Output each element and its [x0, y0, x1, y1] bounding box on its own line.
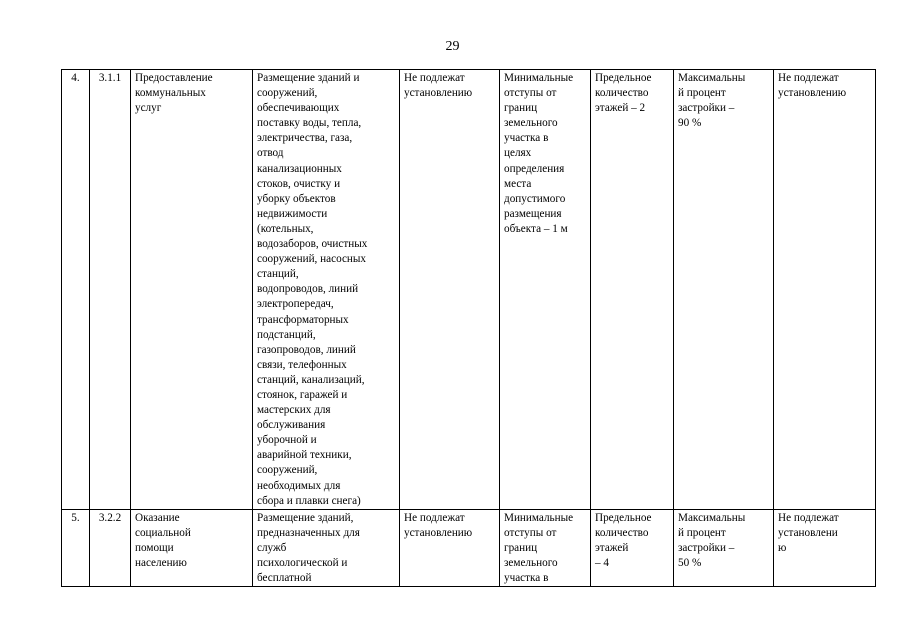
cell-text-line: объекта – 1 м	[504, 222, 568, 235]
cell-text-line: отвод	[257, 147, 284, 160]
cell-text-line: количество	[595, 526, 649, 539]
coverage-cell	[674, 509, 774, 586]
cell-text-line: Минимальные	[504, 511, 574, 524]
cell-text-line: – 4	[595, 557, 609, 569]
use-code-cell: 3.2.2	[90, 509, 131, 586]
use-code-cell: 3.1.1	[90, 70, 131, 510]
cell-text-line: целях	[504, 147, 532, 160]
cell-text-line: сооружений,	[257, 87, 318, 100]
cell-text-line: Размещение зданий,	[257, 511, 354, 524]
other-params-cell	[774, 509, 876, 586]
cell-text-line: обслуживания	[257, 419, 326, 432]
cell-text-line: определения	[504, 162, 565, 175]
cell-text-line: земельного	[504, 557, 558, 569]
table-row	[62, 509, 876, 586]
cell-text-line: этажей	[595, 541, 629, 554]
cell-text-line: застройки –	[678, 541, 735, 554]
cell-text-line: й процент	[678, 526, 726, 539]
cell-text-line: сбора и плавки снега)	[257, 494, 361, 507]
use-name-cell	[131, 70, 253, 510]
cell-text-line: й процент	[678, 87, 726, 100]
cell-text-line: Не подлежат	[404, 511, 465, 524]
cell-text-line: станций, канализаций,	[257, 373, 365, 386]
use-description-cell	[253, 509, 400, 586]
plot-area-cell	[400, 70, 500, 510]
cell-text-line: участка в	[504, 572, 549, 585]
cell-text-line: сооружений,	[257, 464, 318, 477]
cell-text-line: Предоставление	[135, 72, 213, 84]
plot-area-cell	[400, 509, 500, 586]
cell-text-line: аварийной техники,	[257, 449, 352, 462]
other-params-cell	[774, 70, 876, 510]
cell-text-line: трансформаторных	[257, 313, 349, 326]
cell-text-line: (котельных,	[257, 222, 314, 235]
cell-text-line: 90 %	[678, 117, 702, 130]
cell-text-line: предназначенных для	[257, 526, 360, 539]
table-row	[62, 70, 876, 510]
cell-text-line: необходимых для	[257, 479, 341, 492]
cell-text-line: установлени	[778, 526, 838, 539]
cell-text-line: Не подлежат	[778, 72, 839, 84]
cell-text-line: этажей – 2	[595, 102, 646, 115]
cell-text-line: водопроводов, линий	[257, 283, 359, 296]
cell-text-line: связи, телефонных	[257, 358, 347, 371]
cell-text-line: уборку объектов	[257, 192, 336, 205]
cell-text-line: отступы от	[504, 526, 557, 539]
cell-text-line: электропередач,	[257, 298, 334, 311]
cell-text-line: служб	[257, 541, 287, 554]
cell-text-line: границ	[504, 102, 538, 115]
cell-text-line: поставку воды, тепла,	[257, 117, 362, 130]
cell-text-line: коммунальных	[135, 87, 206, 100]
cell-text-line: места	[504, 177, 532, 190]
cell-text-line: населению	[135, 557, 187, 569]
cell-text-line: водозаборов, очистных	[257, 238, 368, 251]
row-number-cell: 5.	[62, 509, 90, 586]
floors-limit-cell	[591, 509, 674, 586]
cell-text-line: газопроводов, линий	[257, 343, 356, 356]
cell-text-line: бесплатной	[257, 572, 312, 585]
cell-text-line: отступы от	[504, 87, 557, 100]
cell-text-line: канализационных	[257, 162, 342, 175]
cell-text-line: стоянок, гаражей и	[257, 388, 348, 401]
cell-text-line: Не подлежат	[778, 511, 839, 524]
cell-text-line: станций,	[257, 268, 299, 281]
cell-text-line: ю	[778, 541, 787, 554]
cell-text-line: Минимальные	[504, 72, 574, 84]
cell-text-line: Максимальны	[678, 511, 746, 524]
zoning-regulations-table	[61, 69, 876, 587]
cell-text-line: услуг	[135, 102, 162, 115]
coverage-cell	[674, 70, 774, 510]
setback-cell	[500, 70, 591, 510]
setback-cell	[500, 509, 591, 586]
use-description-cell	[253, 70, 400, 510]
cell-text-line: установлению	[778, 87, 847, 100]
cell-text-line: стоков, очистку и	[257, 177, 341, 190]
cell-text-line: электричества, газа,	[257, 132, 353, 145]
cell-text-line: застройки –	[678, 102, 735, 115]
cell-text-line: подстанций,	[257, 328, 316, 341]
cell-text-line: сооружений, насосных	[257, 253, 367, 266]
use-name-cell	[131, 509, 253, 586]
cell-text-line: установлению	[404, 87, 473, 100]
cell-text-line: Оказание	[135, 511, 180, 524]
cell-text-line: количество	[595, 87, 649, 100]
cell-text-line: 50 %	[678, 557, 702, 569]
cell-text-line: Предельное	[595, 72, 652, 84]
cell-text-line: социальной	[135, 526, 191, 539]
cell-text-line: недвижимости	[257, 207, 328, 220]
page-number: 29	[445, 39, 460, 54]
cell-text-line: помощи	[135, 541, 174, 554]
cell-text-line: Не подлежат	[404, 72, 465, 84]
cell-text-line: уборочной и	[257, 434, 317, 447]
cell-text-line: границ	[504, 541, 538, 554]
cell-text-line: установлению	[404, 526, 473, 539]
cell-text-line: обеспечивающих	[257, 102, 340, 115]
cell-text-line: земельного	[504, 117, 558, 130]
floors-limit-cell	[591, 70, 674, 510]
cell-text-line: мастерских для	[257, 404, 331, 417]
cell-text-line: психологической и	[257, 557, 348, 569]
cell-text-line: Размещение зданий и	[257, 72, 360, 84]
cell-text-line: участка в	[504, 132, 549, 145]
cell-text-line: размещения	[504, 207, 562, 220]
cell-text-line: Предельное	[595, 511, 652, 524]
cell-text-line: допустимого	[504, 192, 566, 205]
row-number-cell: 4.	[62, 70, 90, 510]
cell-text-line: Максимальны	[678, 72, 746, 84]
